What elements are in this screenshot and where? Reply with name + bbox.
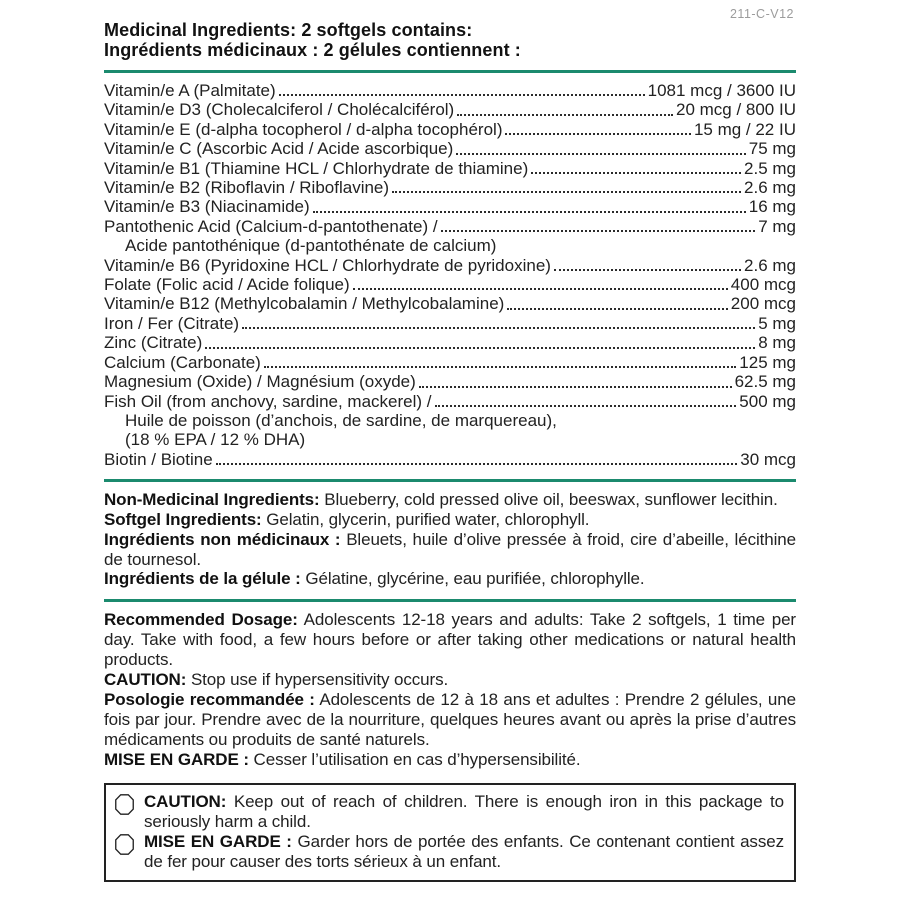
paragraph-label: MISE EN GARDE : <box>104 750 249 770</box>
ingredient-label: Vitamin/e E (d-alpha tocopherol / d-alpha tocophérol) <box>104 119 503 139</box>
ingredient-value: 2.6 mg <box>744 255 796 275</box>
ingredient-row <box>104 178 796 197</box>
heading-en: Medicinal Ingredients: 2 softgels contains: <box>104 20 473 40</box>
ingredient-value: 20 mcg / 800 IU <box>675 100 796 120</box>
ingredient-value: 200 mcg <box>730 294 796 314</box>
ingredient-row <box>104 120 796 139</box>
ingredient-label: Biotin / Biotine <box>104 449 213 469</box>
paragraph-text: Stop use if hypersensitivity occurs. <box>190 670 449 690</box>
ingredient-row <box>104 159 796 178</box>
labelled-paragraph <box>104 569 796 589</box>
ingredient-label: Vitamin/e B6 (Pyridoxine HCL / Chlorhydrate de pyridoxine) <box>104 255 551 275</box>
labelled-paragraph <box>104 610 796 670</box>
ingredient-value: 500 mg <box>739 391 796 411</box>
caution-item <box>115 832 784 872</box>
dot-leader <box>216 463 738 465</box>
ingredient-label: Calcium (Carbonate) <box>104 352 261 372</box>
dot-leader <box>457 114 673 116</box>
paragraph-text: Adolescents de 12 à 18 ans et adultes : Prendre 2 gélules, une fois par jour. Prendre avec de la nourriture, quelques heures avant ou après la prise d’autres médicaments ou produits de santé naturels. <box>104 690 796 750</box>
section-divider <box>104 70 796 73</box>
caution-body: Keep out of reach of children. There is enough iron in this package to seriously harm a child. <box>144 792 785 832</box>
paragraph-label: Ingrédients non médicinaux : <box>104 529 341 549</box>
dot-leader <box>313 211 746 213</box>
dot-leader <box>205 347 755 349</box>
ingredient-row <box>104 411 796 430</box>
ingredient-row <box>104 197 796 216</box>
ingredient-label: Vitamin/e C (Ascorbic Acid / Acide ascorbique) <box>104 139 454 159</box>
octagon-icon <box>115 794 134 815</box>
dot-leader <box>554 269 741 271</box>
paragraph-text: Bleuets, huile d’olive pressée à froid, cire d’abeille, lécithine de tournesol. <box>104 529 797 569</box>
section-divider <box>104 599 796 602</box>
ingredient-value: 2.5 mg <box>744 158 796 178</box>
paragraph-label: CAUTION: <box>104 670 187 690</box>
dot-leader <box>441 230 756 232</box>
ingredient-label: Zinc (Citrate) <box>104 333 203 353</box>
paragraph-text: Gelatin, glycerin, purified water, chlorophyll. <box>266 509 590 529</box>
dot-leader <box>505 133 690 135</box>
labelled-paragraph <box>104 670 796 690</box>
ingredient-row <box>104 294 796 313</box>
ingredient-value: 8 mg <box>758 333 796 353</box>
ingredient-label: Huile de poisson (d’anchois, de sardine, de marquereau), <box>125 410 557 430</box>
caution-item <box>115 792 784 832</box>
ingredient-row <box>104 81 796 100</box>
ingredient-label: Iron / Fer (Citrate) <box>104 313 240 333</box>
dot-leader <box>456 153 745 155</box>
ingredient-row <box>104 430 796 449</box>
ingredient-label: Vitamin/e A (Palmitate) <box>104 81 276 100</box>
non-medicinal-section <box>104 490 796 589</box>
ingredient-label: Vitamin/e D3 (Cholecalciferol / Cholécalciférol) <box>104 100 455 120</box>
ingredient-value: 2.6 mg <box>744 178 796 198</box>
labelled-paragraph <box>104 510 796 530</box>
paragraph-text: Adolescents 12-18 years and adults: Take 2 softgels, 1 time per day. Take with food, a few hours before or after taking other medications or natural health products. <box>104 610 796 670</box>
dot-leader <box>531 172 741 174</box>
ingredient-row <box>104 275 796 294</box>
ingredient-label: (18 % EPA / 12 % DHA) <box>125 430 306 450</box>
section-divider <box>104 479 796 482</box>
ingredient-row <box>104 217 796 236</box>
ingredient-row <box>104 256 796 275</box>
ingredient-row <box>104 392 796 411</box>
caution-box <box>104 783 796 882</box>
paragraph-label: Recommended Dosage: <box>104 610 298 630</box>
ingredient-row <box>104 139 796 158</box>
labelled-paragraph <box>104 530 796 570</box>
ingredient-label: Folate (Folic acid / Acide folique) <box>104 275 350 295</box>
ingredient-value: 5 mg <box>758 313 796 333</box>
ingredient-row <box>104 314 796 333</box>
paragraph-label: Ingrédients de la gélule : <box>104 569 301 589</box>
ingredient-value: 7 mg <box>758 216 796 236</box>
doc-code: 211-C-V12 <box>729 7 794 21</box>
ingredient-label: Vitamin/e B3 (Niacinamide) <box>104 197 310 217</box>
ingredient-value: 400 mcg <box>730 275 796 295</box>
ingredient-value: 75 mg <box>748 139 796 159</box>
caution-text <box>144 832 784 872</box>
caution-label: CAUTION: <box>144 792 227 812</box>
paragraph-text: Gélatine, glycérine, eau purifiée, chlorophylle. <box>305 569 645 589</box>
caution-body: Garder hors de portée des enfants. Ce contenant contient assez de fer pour causer des torts sérieux à un enfant. <box>144 832 784 872</box>
dot-leader <box>392 191 741 193</box>
ingredient-value: 1081 mcg / 3600 IU <box>647 81 796 100</box>
dot-leader <box>419 386 732 388</box>
dosage-section <box>104 610 796 770</box>
labelled-paragraph <box>104 690 796 750</box>
dot-leader <box>242 327 755 329</box>
paragraph-text: Blueberry, cold pressed olive oil, beeswax, sunflower lecithin. <box>324 490 778 510</box>
ingredient-value: 125 mg <box>739 352 796 372</box>
ingredient-row <box>104 372 796 391</box>
labelled-paragraph <box>104 490 796 510</box>
paragraph-label: Posologie recommandée : <box>104 690 315 710</box>
ingredient-label: Vitamin/e B2 (Riboflavin / Riboflavine) <box>104 178 390 198</box>
dot-leader <box>507 308 727 310</box>
ingredient-value: 30 mcg <box>740 449 796 469</box>
ingredient-row <box>104 100 796 119</box>
dot-leader <box>353 288 728 290</box>
paragraph-label: Non-Medicinal Ingredients: <box>104 490 320 510</box>
ingredient-value: 15 mg / 22 IU <box>693 119 796 139</box>
ingredient-row <box>104 333 796 352</box>
ingredient-label: Acide pantothénique (d-pantothénate de calcium) <box>125 236 497 256</box>
dot-leader <box>435 405 737 407</box>
ingredient-label: Pantothenic Acid (Calcium-d-pantothenate) / <box>104 216 438 236</box>
ingredient-row <box>104 236 796 255</box>
ingredient-row <box>104 450 796 469</box>
ingredient-label: Fish Oil (from anchovy, sardine, mackerel) / <box>104 391 432 411</box>
dot-leader <box>264 366 736 368</box>
ingredient-label: Vitamin/e B1 (Thiamine HCL / Chlorhydrate de thiamine) <box>104 158 529 178</box>
ingredient-value: 16 mg <box>748 197 796 217</box>
dot-leader <box>279 94 645 96</box>
ingredient-label: Magnesium (Oxide) / Magnésium (oxyde) <box>104 372 416 392</box>
octagon-icon <box>115 834 134 855</box>
paragraph-label: Softgel Ingredients: <box>104 509 262 529</box>
paragraph-text: Cesser l’utilisation en cas d’hypersensibilité. <box>253 750 581 770</box>
labelled-paragraph <box>104 750 796 770</box>
ingredients-table <box>104 81 796 469</box>
caution-label: MISE EN GARDE : <box>144 832 292 852</box>
ingredient-row <box>104 353 796 372</box>
heading-fr: Ingrédients médicinaux : 2 gélules contiennent : <box>104 40 521 60</box>
ingredient-label: Vitamin/e B12 (Methylcobalamin / Methylcobalamine) <box>104 294 505 314</box>
ingredient-value: 62.5 mg <box>734 372 796 392</box>
caution-text <box>144 792 784 832</box>
